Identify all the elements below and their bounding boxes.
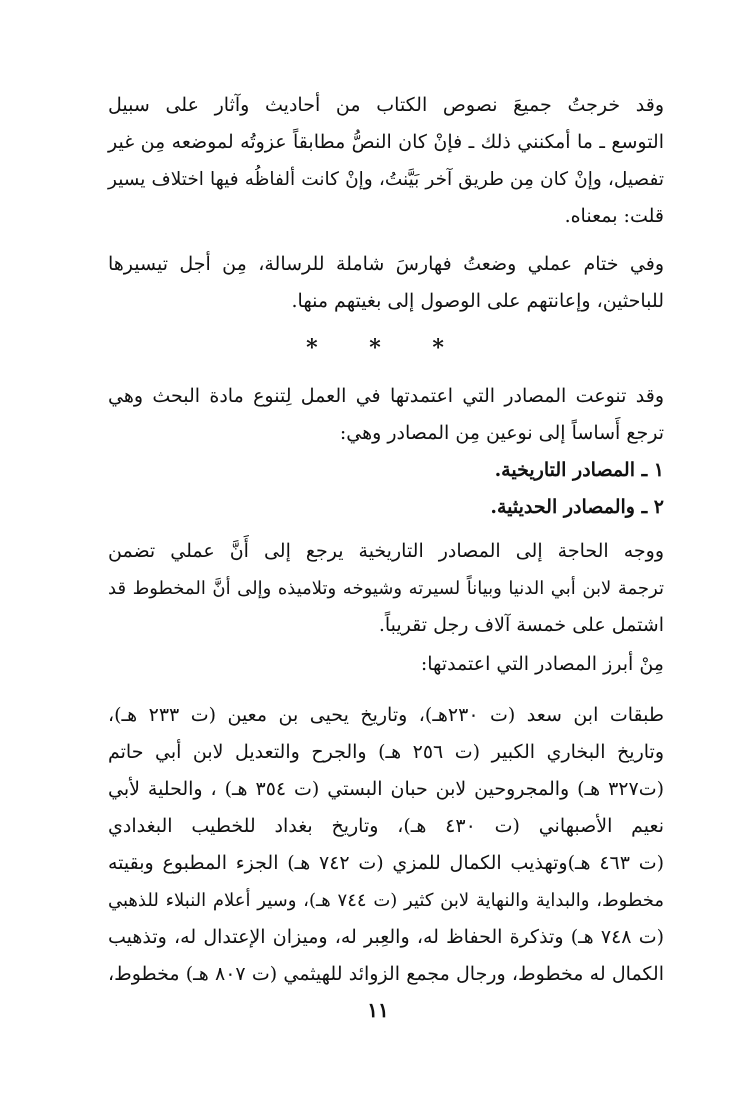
text-line: ووجه الحاجة إلى المصادر التاريخية يرجع إلى أَنَّ عملي تضمن: [108, 540, 664, 562]
text-line: التوسع ـ ما أمكنني ذلك ـ فإنْ كان النصُّ مطابقاً عزوتُه لموضعه مِن غير: [108, 131, 664, 153]
text-line: وفي ختام عملي وضعتُ فهارسَ شاملة للرسالة، مِن أجل تيسيرها: [108, 253, 664, 275]
text-line: (ت ٤٦٣ هـ)وتهذيب الكمال للمزي (ت ٧٤٢ هـ) الجزء المطبوع وبقيته: [108, 852, 664, 874]
text-line: نعيم الأصبهاني (ت ٤٣٠ هـ)، وتاريخ بغداد للخطيب البغدادي: [108, 815, 664, 837]
text-line: ترجمة لابن أبي الدنيا وبياناً لسيرته وشيوخه وتلاميذه وإلى أنَّ المخطوط قد: [108, 578, 664, 599]
text-line: ترجع أَساساً إلى نوعين مِن المصادر وهي:: [339, 422, 664, 444]
text-line: قلت: بمعناه.: [564, 205, 664, 227]
text-line: وقد تنوعت المصادر التي اعتمدتها في العمل لِتنوع مادة البحث وهي: [108, 385, 664, 407]
paragraph-sources-citation: [108, 87, 664, 235]
text-line: (ت ٧٤٨ هـ) وتذكرة الحفاظ له، والعِبر له، وميزان الإعتدال له، وتذهيب: [108, 926, 664, 948]
paragraph-source-types: [108, 378, 664, 452]
section-separator: * * *: [306, 335, 466, 361]
text-line: (ت٣٢٧ هـ) والمجروحين لابن حبان البستي (ت ٣٥٤ هـ) ، والحلية لأبي: [108, 778, 664, 800]
text-line: مخطوط، والبداية والنهاية لابن كثير (ت ٧٤٤ هـ)، وسير أعلام النبلاء للذهبي: [108, 890, 664, 911]
text-line: اشتمل على خمسة آلاف رجل تقريباً.: [378, 614, 664, 636]
text-line: الكمال له مخطوط، ورجال مجمع الزوائد للهيثمي (ت ٨٠٧ هـ) مخطوط،: [108, 963, 664, 985]
text-line: تفصيل، وإنْ كان مِن طريق آخر بَيَّنتُ، وإنْ كانت ألفاظُه فيها اختلاف يسير: [108, 169, 664, 190]
text-line: طبقات ابن سعد (ت ٢٣٠هـ)، وتاريخ يحيى بن معين (ت ٢٣٣ هـ)،: [108, 704, 664, 726]
text-line: وتاريخ البخاري الكبير (ت ٢٥٦ هـ) والجرح والتعديل لابن أبي حاتم: [108, 741, 664, 763]
list-item-hadith-sources: ٢ ـ والمصادر الحديثية.: [490, 496, 664, 518]
list-item-historical-sources: ١ ـ المصادر التاريخية.: [494, 459, 664, 481]
text-line: مِنْ أبرز المصادر التي اعتمدتها:: [420, 653, 664, 675]
page-number: ١١: [367, 998, 389, 1022]
paragraph-reason-historical: [108, 533, 664, 644]
paragraph-sources-list: [108, 697, 664, 993]
paragraph-main-sources-intro: [108, 646, 664, 683]
text-line: وقد خرجتُ جميعَ نصوص الكتاب من أحاديث وآثار على سبيل: [108, 94, 664, 116]
text-line: للباحثين، وإعانتهم على الوصول إلى بغيتهم منها.: [291, 290, 664, 312]
paragraph-indexes: [108, 246, 664, 320]
